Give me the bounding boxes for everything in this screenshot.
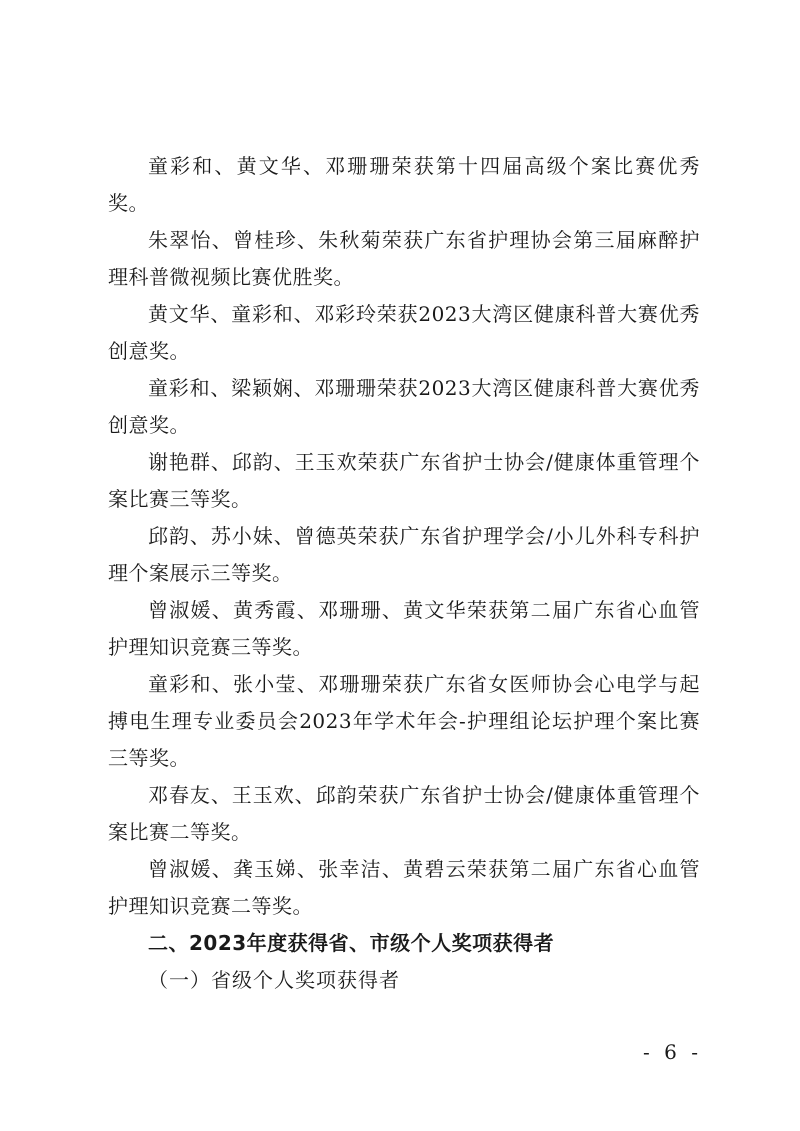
- page-number: - 6 -: [643, 1040, 702, 1064]
- award-paragraph: 曾淑媛、龚玉娣、张幸洁、黄碧云荣获第二届广东省心血管护理知识竞赛二等奖。: [108, 857, 700, 918]
- award-paragraph: 黄文华、童彩和、邓彩玲荣获2023大湾区健康科普大赛优秀创意奖。: [108, 302, 700, 363]
- award-paragraph: 邱韵、苏小妹、曾德英荣获广东省护理学会/小儿外科专科护理个案展示三等奖。: [108, 524, 700, 585]
- award-paragraph: 童彩和、黄文华、邓珊珊荣获第十四届高级个案比赛优秀奖。: [108, 154, 700, 215]
- award-paragraph: 童彩和、梁颖娴、邓珊珊荣获2023大湾区健康科普大赛优秀创意奖。: [108, 376, 700, 437]
- award-paragraph: 朱翠怡、曾桂珍、朱秋菊荣获广东省护理协会第三届麻醉护理科普微视频比赛优胜奖。: [108, 228, 700, 289]
- document-body: [108, 148, 700, 999]
- section-heading: 二、2023年度获得省、市级个人奖项获得者: [148, 931, 555, 955]
- award-paragraph: 曾淑媛、黄秀霞、邓珊珊、黄文华荣获第二届广东省心血管护理知识竞赛三等奖。: [108, 598, 700, 659]
- award-paragraph: 谢艳群、邱韵、王玉欢荣获广东省护士协会/健康体重管理个案比赛三等奖。: [108, 450, 700, 511]
- subsection-heading: （一）省级个人奖项获得者: [148, 968, 400, 992]
- award-paragraph: 邓春友、王玉欢、邱韵荣获广东省护士协会/健康体重管理个案比赛二等奖。: [108, 783, 700, 844]
- award-paragraph: 童彩和、张小莹、邓珊珊荣获广东省女医师协会心电学与起搏电生理专业委员会2023年学术年会-护理组论坛护理个案比赛三等奖。: [108, 672, 700, 770]
